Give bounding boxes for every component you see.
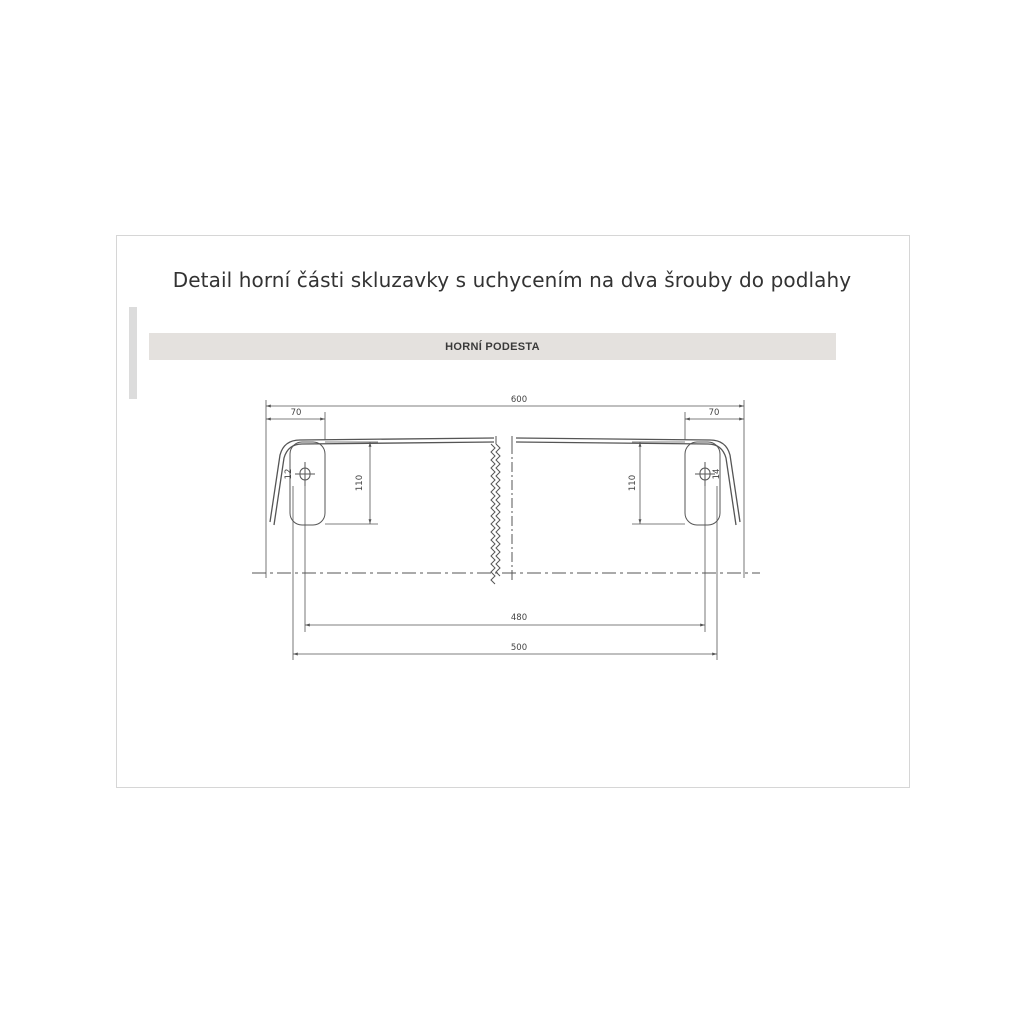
- hole-left-label: 12: [284, 468, 294, 480]
- dim-600-label: 600: [510, 395, 528, 405]
- dim-110-right-label: 110: [628, 474, 638, 492]
- hole-right-label: 14: [712, 468, 722, 480]
- section-label: HORNÍ PODESTA: [445, 340, 540, 353]
- platform-outline: [270, 438, 740, 525]
- dim-500-label: 500: [510, 643, 528, 653]
- break-line: [491, 436, 512, 584]
- dim-480-label: 480: [510, 613, 528, 623]
- dim-70-left-label: 70: [290, 408, 302, 418]
- dim-70-right-label: 70: [708, 408, 720, 418]
- mount-plate-left: [290, 442, 325, 525]
- mount-plate-right: [685, 442, 720, 525]
- dim-110-left-label: 110: [355, 474, 365, 492]
- page-title: Detail horní části skluzavky s uchycením na dva šrouby do podlahy: [172, 268, 852, 292]
